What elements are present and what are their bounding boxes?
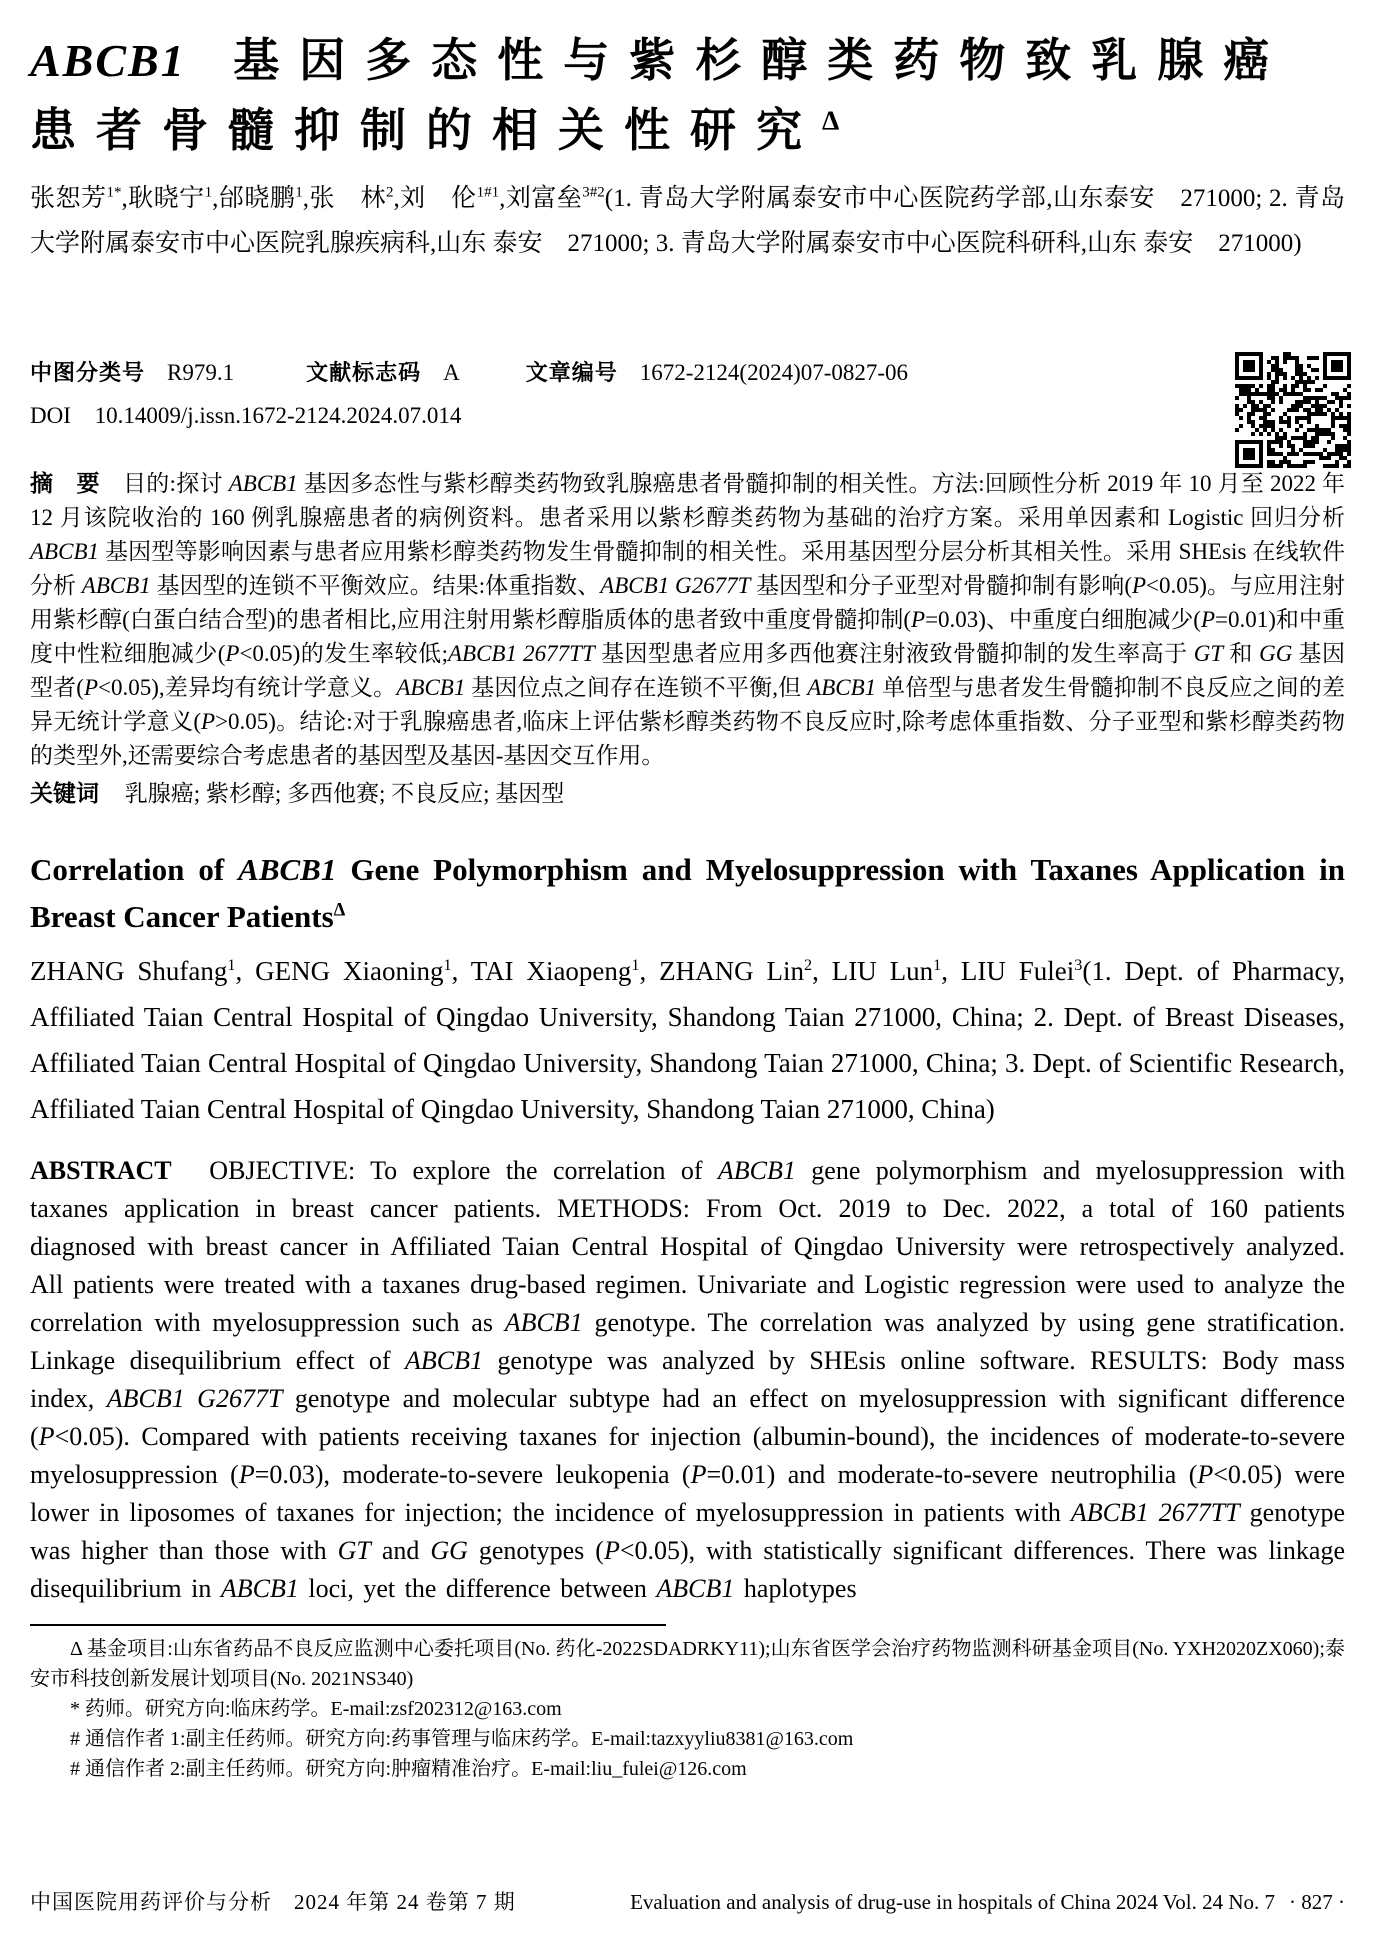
clc-value: R979.1 xyxy=(167,360,235,385)
doi-row xyxy=(30,403,1345,429)
article-meta-row xyxy=(30,356,1345,387)
doi-value: 10.14009/j.issn.1672-2124.2024.07.014 xyxy=(94,403,462,428)
doc-code-label: 文献标志码 xyxy=(306,360,422,385)
article-title-cn-line2: 患者骨髓抑制的相关性研究$^\Delta$ xyxy=(30,104,860,156)
footer-journal-en-text: Evaluation and analysis of drug-use in hospitals of China 2024 Vol. 24 No. 7 xyxy=(630,1890,1275,1914)
article-title-cn xyxy=(30,26,1345,166)
doc-code-value: A xyxy=(443,360,460,385)
footnote-pharmacist: * 药师。研究方向:临床药学。E-mail:zsf202312@163.com xyxy=(70,1698,562,1720)
article-title-cn-line1: ABCB1 基因多态性与紫杉醇类药物致乳腺癌 xyxy=(30,35,1290,86)
abstract-en: ABSTRACT OBJECTIVE: To explore the correlation of ABCB1 gene polymorphism and myelosuppression with taxanes application in breast cancer patients. METHODS: From Oct. 2019 to Dec. 2022, a total of 160 patients diagnosed with breast cancer in Affiliated Taian Central Hospital of Qingdao University were retrospectively analyzed. All patients were treated with a taxanes drug-based regimen. Univariate and Logistic regression were used to analyze the correlation with myelosuppression such as ABCB1 genotype. The correlation was analyzed by using gene stratification. Linkage disequilibrium effect of ABCB1 genotype was analyzed by SHEsis online software. RESULTS: Body mass index, ABCB1 G2677T genotype and molecular subtype had an effect on myelosuppression with significant difference (P<0.05). Compared with patients receiving taxanes for injection (albumin-bound), the incidences of moderate-to-severe myelosuppression (P=0.03), moderate-to-severe leukopenia (P=0.01) and moderate-to-severe neutrophilia (P<0.05) were lower in liposomes of taxanes for injection; the incidence of myelosuppression in patients with ABCB1 2677TT genotype was higher than those with GT and GG genotypes (P<0.05), with statistically significant differences. There was linkage disequilibrium in ABCB1 loci, yet the difference between ABCB1 haplotypes xyxy=(30,1156,1346,1603)
qr-code-icon xyxy=(1235,352,1351,468)
keywords-row xyxy=(30,775,1345,812)
footnote-funding: Δ 基金项目:山东省药品不良反应监测中心委托项目(No. 药化-2022SDADRKY11);山东省医学会治疗药物监测科研基金项目(No. YXH2020ZX060);泰安市科技创新发展计划项目(No. 2021NS340) xyxy=(30,1638,1345,1690)
authors-affiliations-cn: 张恕芳$^{1*}$,耿晓宁$^1$,邰晓鹏$^1$,张 林$^2$,刘 伦$^{1\#1}$,刘富垒$^{3\#2}$(1. 青岛大学附属泰安市中心医院药学部,山东泰安 271000; 2. 青岛大学附属泰安市中心医院乳腺疾病科,山东 泰安 271000; 3. 青岛大学附属泰安市中心医院科研科,山东 泰安 271000) xyxy=(30,184,1345,257)
keywords-text: 乳腺癌; 紫杉醇; 多西他赛; 不良反应; 基因型 xyxy=(124,781,565,806)
footer-journal-en xyxy=(630,1890,1345,1915)
authors-affiliations-en: ZHANG Shufang$^1$, GENG Xiaoning$^1$, TAI Xiaopeng$^1$, ZHANG Lin$^2$, LIU Lun$^1$, LIU Fulei$^3$(1. Dept. of Pharmacy, Affiliated Taian Central Hospital of Qingdao University, Shandong Taian 271000, China; 2. Dept. of Breast Diseases, Affiliated Taian Central Hospital of Qingdao University, Shandong Taian 271000, China; 3. Dept. of Scientific Research, Affiliated Taian Central Hospital of Qingdao University, Shandong Taian 271000, China) xyxy=(30,956,1345,1124)
footnote-corresponding-author-1: # 通信作者 1:副主任药师。研究方向:药事管理与临床药学。E-mail:tazxyyliu8381@163.com xyxy=(70,1728,854,1750)
footer-journal-cn: 中国医院用药评价与分析 2024 年第 24 卷第 7 期 xyxy=(30,1890,516,1914)
keywords-label: 关键词 xyxy=(30,780,99,806)
article-title-en: Correlation of ABCB1 Gene Polymorphism and Myelosuppression with Taxanes Application in Breast Cancer Patients$^\Delta$ xyxy=(30,852,1345,934)
clc-label: 中图分类号 xyxy=(30,360,146,385)
footer-page-number: · 827 · xyxy=(1289,1890,1345,1914)
footnote-corresponding-author-2: # 通信作者 2:副主任药师。研究方向:肿瘤精准治疗。E-mail:liu_fulei@126.com xyxy=(70,1758,747,1780)
article-id-label: 文章编号 xyxy=(525,360,618,385)
doi-label: DOI xyxy=(30,403,71,428)
abstract-cn: 摘 要 目的:探讨 ABCB1 基因多态性与紫杉醇类药物致乳腺癌患者骨髓抑制的相关性。方法:回顾性分析 2019 年 10 月至 2022 年 12 月该院收治的 160 例乳腺癌患者的病例资料。患者采用以紫杉醇类药物为基础的治疗方案。采用单因素和 Logistic 回归分析 ABCB1 基因型等影响因素与患者应用紫杉醇类药物发生骨髓抑制的相关性。采用基因型分层分析其相关性。采用 SHEsis 在线软件分析 ABCB1 基因型的连锁不平衡效应。结果:体重指数、ABCB1 G2677T 基因型和分子亚型对骨髓抑制有影响(P<0.05)。与应用注射用紫杉醇(白蛋白结合型)的患者相比,应用注射用紫杉醇脂质体的患者致中重度骨髓抑制(P=0.03)、中重度白细胞减少(P=0.01)和中重度中性粒细胞减少(P<0.05)的发生率较低;ABCB1 2677TT 基因型患者应用多西他赛注射液致骨髓抑制的发生率高于 GT 和 GG 基因型者(P<0.05),差异均有统计学意义。ABCB1 基因位点之间存在连锁不平衡,但 ABCB1 单倍型与患者发生骨髓抑制不良反应之间的差异无统计学意义(P>0.05)。结论:对于乳腺癌患者,临床上评估紫杉醇类药物不良反应时,除考虑体重指数、分子亚型和紫杉醇类药物的类型外,还需要综合考虑患者的基因型及基因-基因交互作用。 xyxy=(30,471,1346,768)
footnote-divider xyxy=(30,1624,666,1626)
page-footer xyxy=(30,1886,1345,1916)
footnotes xyxy=(30,1634,1345,1784)
article-id-value: 1672-2124(2024)07-0827-06 xyxy=(639,360,909,385)
